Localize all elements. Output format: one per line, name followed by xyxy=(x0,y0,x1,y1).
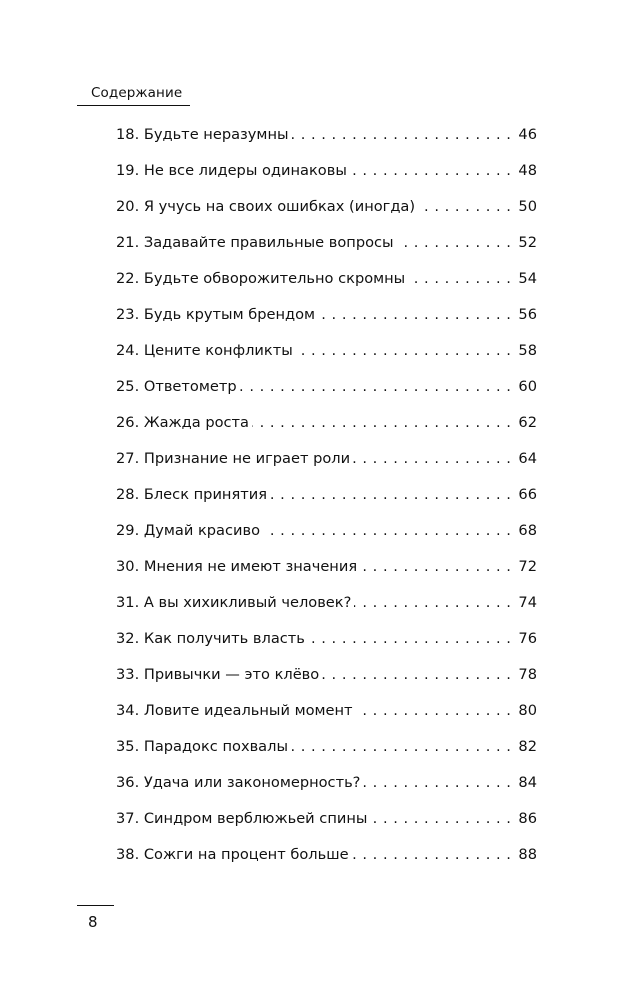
dot-leader xyxy=(350,161,512,181)
page-number: 8 xyxy=(88,913,98,931)
dot-leader xyxy=(353,449,511,469)
toc-entry-title: 31. А вы хихикливый человек? xyxy=(116,594,352,611)
dot-leader xyxy=(296,341,512,361)
dot-leader xyxy=(322,665,511,685)
toc-entry[interactable] xyxy=(116,305,537,341)
toc-entry-page: 54 xyxy=(518,270,537,287)
toc-entry-page: 82 xyxy=(518,738,537,755)
toc-entry-page: 88 xyxy=(518,846,537,863)
toc-entry[interactable] xyxy=(116,665,537,701)
toc-entry-page: 66 xyxy=(518,486,537,503)
toc-entry-page: 56 xyxy=(518,306,537,323)
dot-leader xyxy=(352,845,512,865)
dot-leader xyxy=(291,737,511,757)
toc-entry[interactable] xyxy=(116,629,537,665)
toc-entry-title: 19. Не все лидеры одинаковы xyxy=(116,162,347,179)
dot-leader xyxy=(318,305,511,325)
toc-entry[interactable] xyxy=(116,557,537,593)
dot-leader xyxy=(354,593,511,613)
toc-entry-page: 72 xyxy=(518,558,537,575)
toc-entry-page: 52 xyxy=(518,234,537,251)
toc-entry-page: 64 xyxy=(518,450,537,467)
dot-leader xyxy=(270,485,511,505)
dot-leader xyxy=(263,521,511,541)
toc-entry-page: 74 xyxy=(518,594,537,611)
dot-leader xyxy=(370,809,511,829)
toc-entry[interactable] xyxy=(116,809,537,845)
toc-entry-title: 23. Будь крутым брендом xyxy=(116,306,316,323)
toc-entry-title: 26. Жажда роста xyxy=(116,414,249,431)
toc-entry-title: 21. Задавайте правильные вопросы xyxy=(116,234,394,251)
toc-entry-page: 50 xyxy=(518,198,537,215)
dot-leader xyxy=(252,413,511,433)
dot-leader xyxy=(308,629,512,649)
toc-entry-page: 60 xyxy=(518,378,537,395)
toc-entry[interactable] xyxy=(116,521,537,557)
toc-entry-title: 34. Ловите идеальный момент xyxy=(116,702,353,719)
toc-entry-title: 29. Думай красиво xyxy=(116,522,261,539)
toc-entry[interactable] xyxy=(116,125,537,161)
toc-entry-title: 30. Мнения не имеют значения xyxy=(116,558,358,575)
toc-entry[interactable] xyxy=(116,773,537,809)
dot-leader xyxy=(240,377,512,397)
toc-entry-title: 18. Будьте неразумны xyxy=(116,126,289,143)
toc-entry-page: 86 xyxy=(518,810,537,827)
header-rule xyxy=(77,105,190,106)
toc-entry[interactable] xyxy=(116,161,537,197)
toc-entry-title: 38. Сожги на процент больше xyxy=(116,846,349,863)
toc-entry[interactable] xyxy=(116,413,537,449)
toc-entry-title: 28. Блеск принятия xyxy=(116,486,268,503)
toc-entry-page: 80 xyxy=(518,702,537,719)
toc-entry-title: 25. Ответометр xyxy=(116,378,237,395)
toc-entry-title: 37. Синдром верблюжьей спины xyxy=(116,810,368,827)
dot-leader xyxy=(397,233,512,253)
toc-entry-page: 58 xyxy=(518,342,537,359)
toc-entry[interactable] xyxy=(116,449,537,485)
toc-entry-page: 62 xyxy=(518,414,537,431)
toc-entry[interactable] xyxy=(116,269,537,305)
dot-leader xyxy=(356,701,512,721)
toc-entry-title: 27. Признание не играет роли xyxy=(116,450,351,467)
toc-entry-title: 22. Будьте обворожительно скромны xyxy=(116,270,406,287)
toc-entry[interactable] xyxy=(116,377,537,413)
toc-entry[interactable] xyxy=(116,197,537,233)
toc-entry-title: 35. Парадокс похвалы xyxy=(116,738,288,755)
toc-entry-page: 78 xyxy=(518,666,537,683)
toc-entry-title: 24. Цените конфликты xyxy=(116,342,293,359)
dot-leader xyxy=(292,125,512,145)
dot-leader xyxy=(360,557,511,577)
toc-entry-page: 68 xyxy=(518,522,537,539)
toc-entry[interactable] xyxy=(116,233,537,269)
toc-entry-title: 33. Привычки — это клёво xyxy=(116,666,320,683)
dot-leader xyxy=(418,197,511,217)
dot-leader xyxy=(408,269,511,289)
dot-leader xyxy=(363,773,511,793)
toc-entry[interactable] xyxy=(116,593,537,629)
toc-entry-page: 84 xyxy=(518,774,537,791)
table-of-contents xyxy=(116,125,537,881)
toc-entry[interactable] xyxy=(116,737,537,773)
toc-entry-page: 48 xyxy=(518,162,537,179)
toc-entry-title: 32. Как получить власть xyxy=(116,630,305,647)
toc-entry-title: 36. Удача или закономерность? xyxy=(116,774,361,791)
toc-entry-title: 20. Я учусь на своих ошибках (иногда) xyxy=(116,198,416,215)
toc-entry-page: 46 xyxy=(518,126,537,143)
toc-entry-page: 76 xyxy=(518,630,537,647)
running-head: Содержание xyxy=(91,85,183,101)
toc-entry[interactable] xyxy=(116,701,537,737)
toc-entry[interactable] xyxy=(116,845,537,881)
footer-rule xyxy=(77,905,114,906)
toc-entry[interactable] xyxy=(116,341,537,377)
toc-entry[interactable] xyxy=(116,485,537,521)
